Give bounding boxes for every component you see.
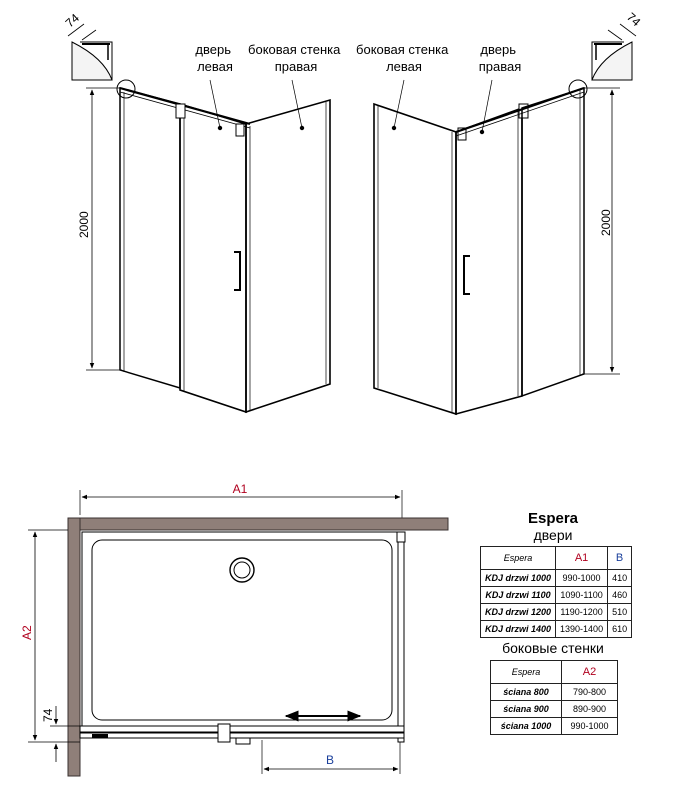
walls-header-a2: A2 — [561, 661, 617, 684]
table-row — [491, 684, 618, 701]
table-row — [491, 718, 618, 735]
wall-name: ściana 800 — [491, 684, 562, 701]
sliding-door-left — [180, 104, 246, 412]
walls-header-model: Espera — [491, 661, 562, 684]
wall-a2: 790-800 — [561, 684, 617, 701]
sliding-door-right — [456, 108, 522, 414]
door-name: KDJ drzwi 1000 — [481, 570, 556, 587]
label-right-door-line1: дверь — [480, 42, 516, 57]
svg-text:боковая стенка правая — [248, 42, 344, 74]
wall-name: ściana 900 — [491, 701, 562, 718]
svg-text:дверь левая — [195, 42, 234, 74]
svg-text:дверь правая — [479, 42, 522, 74]
doors-table-header — [481, 547, 632, 570]
profile-dimension-left: 74 — [62, 10, 82, 31]
a1-dimension-label: A1 — [232, 482, 248, 496]
door-b: 460 — [608, 587, 632, 604]
door-name: KDJ drzwi 1400 — [481, 621, 556, 638]
walls-table — [490, 660, 618, 735]
left-variant-elevation — [63, 11, 344, 412]
door-b: 610 — [608, 621, 632, 638]
door-a1: 990-1000 — [556, 570, 608, 587]
door-handle-left — [234, 252, 240, 290]
side-wall-left — [374, 104, 456, 414]
fixed-panel-right — [522, 88, 584, 396]
svg-text:боковая стенка левая — [356, 42, 452, 74]
label-left-wall-line2: левая — [386, 59, 422, 74]
doors-header-a1: A1 — [556, 547, 608, 570]
door-name: KDJ drzwi 1200 — [481, 604, 556, 621]
offset-dimension-label: 74 — [41, 708, 55, 722]
fixed-panel-left — [120, 88, 180, 388]
door-a1: 1090-1100 — [556, 587, 608, 604]
profile-dimension-right: 74 — [623, 9, 644, 30]
table-row — [481, 604, 632, 621]
door-a1: 1390-1400 — [556, 621, 608, 638]
plan-view — [20, 482, 448, 776]
right-variant-elevation — [356, 10, 643, 414]
doors-header-b: B — [608, 547, 632, 570]
table-row — [481, 587, 632, 604]
side-wall-right — [246, 100, 330, 412]
height-dimension-left: 2000 — [77, 211, 91, 238]
doors-table-title — [480, 510, 626, 543]
profile-detail-right — [592, 10, 644, 80]
doors-table — [480, 546, 632, 638]
table-row — [481, 621, 632, 638]
side-wall-plan — [398, 532, 404, 742]
doors-header-model: Espera — [481, 547, 556, 570]
doors-table-title-model: Espera — [527, 510, 579, 527]
walls-table-header — [491, 661, 618, 684]
profile-detail-left — [63, 11, 112, 80]
walls-table-title: боковые стенки — [502, 640, 604, 656]
door-b: 510 — [608, 604, 632, 621]
wall-a2: 990-1000 — [561, 718, 617, 735]
door-rail-plan — [80, 724, 404, 744]
door-handle-right — [464, 256, 470, 294]
label-left-door-line1: дверь — [195, 42, 231, 57]
table-row — [491, 701, 618, 718]
wall-a2: 890-900 — [561, 701, 617, 718]
door-b: 410 — [608, 570, 632, 587]
label-right-wall-line1: боковая стенка — [248, 42, 341, 57]
b-dimension-label: B — [325, 753, 335, 767]
a2-dimension-label: A2 — [20, 625, 34, 640]
doors-table-title-subtitle: двери — [533, 527, 573, 543]
wall-name: ściana 1000 — [491, 718, 562, 735]
table-row — [481, 570, 632, 587]
door-a1: 1190-1200 — [556, 604, 608, 621]
height-dimension-right: 2000 — [599, 209, 613, 236]
label-right-wall-line2: правая — [274, 59, 318, 74]
door-name: KDJ drzwi 1100 — [481, 587, 556, 604]
label-left-wall-line1: боковая стенка — [356, 42, 449, 57]
label-right-door-line2: правая — [478, 59, 522, 74]
label-left-door-line2: левая — [197, 59, 233, 74]
